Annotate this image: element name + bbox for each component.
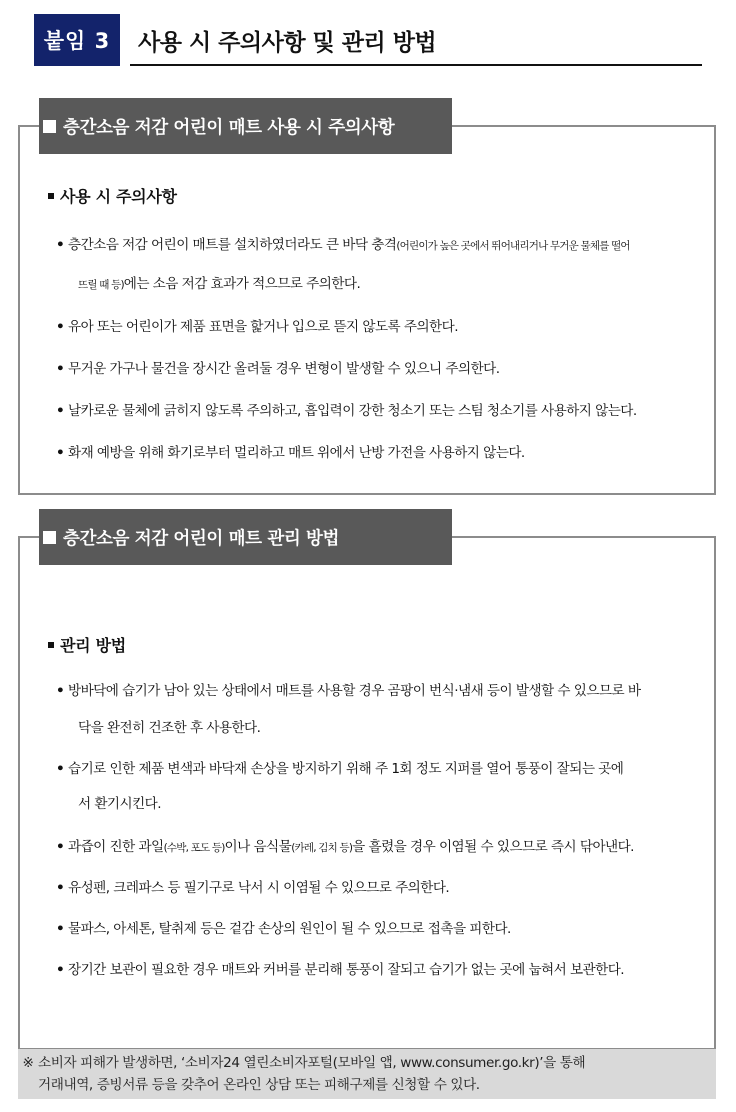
item-text: 유성펜, 크레파스 등 필기구로 낙서 시 이염될 수 있으므로 주의한다. (68, 880, 450, 896)
footnote (18, 1049, 716, 1099)
bullet-icon: • (56, 839, 65, 855)
list-item (56, 953, 716, 987)
list-item (56, 394, 716, 428)
header-divider (130, 64, 702, 66)
section-title: 층간소음 저감 어린이 매트 사용 시 주의사항 (63, 117, 395, 138)
page-title: 사용 시 주의사항 및 관리 방법 (138, 30, 437, 56)
item-text: 유아 또는 어린이가 제품 표면을 핥거나 입으로 뜯지 않도록 주의한다. (68, 319, 458, 335)
item-note: (카레, 김치 등) (291, 842, 353, 854)
bullet-icon: • (56, 445, 65, 461)
bullet-icon: • (56, 921, 65, 937)
bullet-icon: • (56, 319, 65, 335)
list-item-continuation: 서 환기시킨다. (78, 796, 162, 812)
item-text: 날카로운 물체에 긁히지 않도록 주의하고, 흡입력이 강한 청소기 또는 스팀 청소기를 사용하지 않는다. (68, 403, 637, 419)
bullet-icon: • (56, 683, 65, 699)
sub-heading-text: 사용 시 주의사항 (60, 187, 177, 206)
footnote-text: 소비자 피해가 발생하면, ‘소비자24 열린소비자포털(모바일 앱, www.consumer.go.kr)’을 통해 (38, 1055, 586, 1071)
page-header (34, 14, 702, 68)
attachment-badge: 붙임 3 (34, 14, 120, 66)
list-item (56, 752, 716, 786)
list-item (56, 871, 716, 905)
list-item (56, 674, 716, 708)
item-text: 습기로 인한 제품 변색과 바닥재 손상을 방지하기 위해 주 1회 정도 지퍼를 열어 통풍이 잘되는 곳에 (68, 761, 624, 777)
item-text: 에는 소음 저감 효과가 적으므로 주의한다. (123, 276, 361, 292)
list-item (56, 228, 716, 263)
sub-heading-text: 관리 방법 (60, 636, 126, 655)
bullet-icon: • (56, 361, 65, 377)
item-text: 과즙이 진한 과일 (68, 839, 164, 855)
sub-heading (48, 633, 126, 656)
bullet-icon: • (56, 761, 65, 777)
item-text: 을 흘렸을 경우 이염될 수 있으므로 즉시 닦아낸다. (352, 839, 634, 855)
square-bullet-icon (48, 193, 54, 199)
sub-heading (48, 184, 177, 207)
bullet-icon: • (56, 403, 65, 419)
item-note: (수박, 포도 등) (163, 842, 225, 854)
list-item (56, 912, 716, 946)
footnote-line: 거래내역, 증빙서류 등을 갖추어 온라인 상담 또는 피해구제를 신청할 수 있다. (38, 1077, 480, 1093)
square-bullet-icon (48, 642, 54, 648)
section-title: 층간소음 저감 어린이 매트 관리 방법 (63, 528, 340, 549)
list-item (56, 352, 716, 386)
item-note: 뜨릴 때 등) (78, 279, 124, 291)
reference-mark-icon: ※ (22, 1055, 34, 1071)
list-item (56, 436, 716, 470)
item-text: 무거운 가구나 물건을 장시간 올려둘 경우 변형이 발생할 수 있으니 주의한다. (68, 361, 500, 377)
item-note: (어린이가 높은 곳에서 뛰어내리거나 무거운 물체를 떨어 (396, 240, 630, 252)
precautions-section-tab (39, 98, 452, 154)
bullet-icon: • (56, 880, 65, 896)
item-text: 물파스, 아세톤, 탈취제 등은 겉감 손상의 원인이 될 수 있으므로 접촉을 피한다. (68, 921, 511, 937)
item-text: 층간소음 저감 어린이 매트를 설치하였더라도 큰 바닥 충격 (68, 237, 397, 253)
list-item (56, 310, 716, 344)
item-text: 방바닥에 습기가 남아 있는 상태에서 매트를 사용할 경우 곰팡이 번식·냄새 등이 발생할 수 있으므로 바 (68, 683, 641, 699)
management-section-tab (39, 509, 452, 565)
list-item (56, 830, 716, 865)
square-bullet-icon (43, 120, 56, 133)
item-text: 화재 예방을 위해 화기로부터 멀리하고 매트 위에서 난방 가전을 사용하지 않는다. (68, 445, 525, 461)
square-bullet-icon (43, 531, 56, 544)
list-item-continuation: 닥을 완전히 건조한 후 사용한다. (78, 720, 261, 736)
bullet-icon: • (56, 237, 65, 253)
footnote-line (18, 1052, 716, 1074)
item-text: 이나 음식물 (224, 839, 292, 855)
bullet-icon: • (56, 962, 65, 978)
list-item-continuation (78, 270, 360, 299)
item-text: 장기간 보관이 필요한 경우 매트와 커버를 분리해 통풍이 잘되고 습기가 없는 곳에 눕혀서 보관한다. (68, 962, 625, 978)
